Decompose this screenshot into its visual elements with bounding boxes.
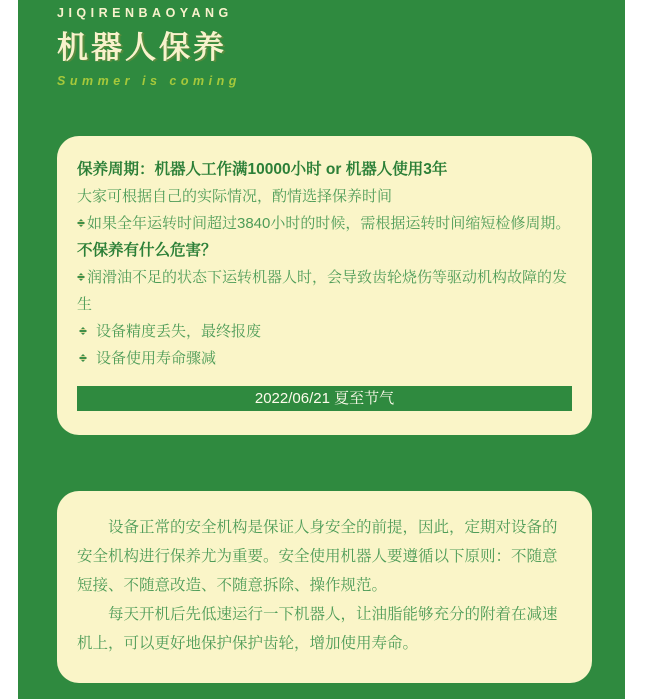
- hazard-line: [77, 318, 572, 345]
- subtitle-text: Summer is coming: [57, 74, 241, 88]
- tip-line: [77, 210, 572, 237]
- maintenance-card: [57, 136, 592, 435]
- safety-paragraph: 设备正常的安全机构是保证人身安全的前提，因此，定期对设备的安全机构进行保养尤为重要。安全使用机器人要遵循以下原则：不随意短接、不随意改造、不随意拆除、操作规范。: [77, 519, 558, 594]
- hazard-text: 设备精度丢失，最终报废: [96, 323, 262, 340]
- page-title: 机器人保养: [57, 30, 227, 65]
- eyebrow-text: JIQIRENBAOYANG: [57, 6, 233, 20]
- hazard-line: [77, 345, 572, 372]
- green-canvas: [18, 0, 625, 699]
- header: [57, 6, 592, 89]
- intro-line: 大家可根据自己的实际情况，酌情选择保养时间: [77, 188, 393, 205]
- hazard-line: [77, 264, 572, 318]
- date-banner: 2022/06/21 夏至节气: [77, 386, 572, 411]
- diamond-bullet-icon: [77, 273, 85, 281]
- question-heading: 不保养有什么危害？: [77, 242, 217, 259]
- card-heading: 保养周期：机器人工作满10000小时 or 机器人使用3年: [77, 161, 448, 178]
- hazard-text: 设备使用寿命骤减: [96, 350, 217, 367]
- safety-card: [57, 491, 592, 683]
- safety-paragraph: 每天开机后先低速运行一下机器人，让油脂能够充分的附着在减速机上，可以更好地保护保护齿轮，增加使用寿命。: [77, 606, 558, 652]
- diamond-bullet-icon: [79, 327, 87, 335]
- diamond-bullet-icon: [77, 219, 85, 227]
- hazard-text: 润滑油不足的状态下运转机器人时，会导致齿轮烧伤等驱动机构故障的发生: [77, 269, 568, 313]
- tip-text: 如果全年运转时间超过3840小时的时候，需根据运转时间缩短检修周期。: [87, 215, 571, 232]
- diamond-bullet-icon: [79, 354, 87, 362]
